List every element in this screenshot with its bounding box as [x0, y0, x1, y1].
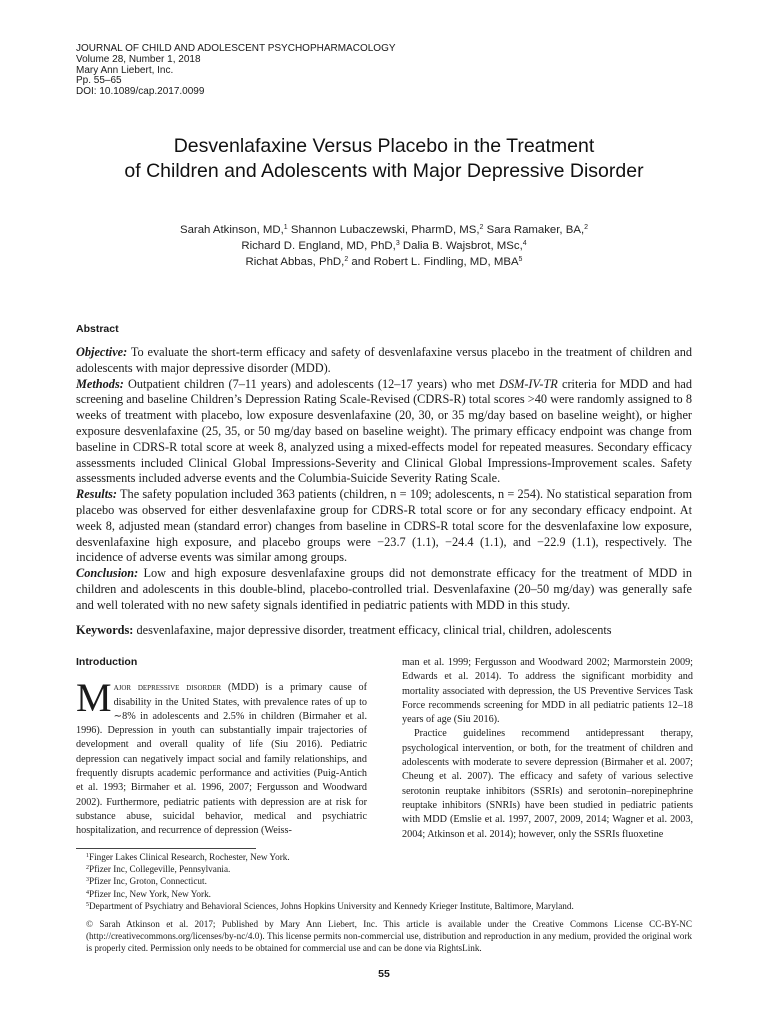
abstract-heading: Abstract — [76, 323, 119, 335]
author-name: Richat Abbas, PhD, — [245, 256, 345, 268]
drop-cap: M — [76, 675, 112, 721]
objective-label: Objective: — [76, 345, 128, 359]
article-title — [40, 134, 728, 184]
results-text: The safety population included 363 patients (children, n = 109; adolescents, n = 254). No statistical separation from placebo was observed for either desvenlafaxine group for CDRS-R total score or for any secondary efficacy endpoint. At week 8, adjusted mean (standard error) changes from baseline in CDRS-R total score for the desvenlafaxine low exposure, desvenlafaxine high exposure, and placebo groups were −23.7 (1.1), −24.4 (1.1), and −22.9 (1.1), respectively. The incidence of adverse events was similar among groups. — [76, 487, 693, 565]
title-line-2: of Children and Adolescents with Major Depressive Disorder — [124, 160, 644, 182]
abstract-methods — [76, 377, 692, 488]
footnote — [86, 863, 692, 875]
footnotes — [86, 851, 692, 912]
methods-label: Methods: — [76, 376, 124, 391]
conclusion-text: Low and high exposure desvenlafaxine groups did not demonstrate efficacy for the treatment of MDD in children and adolescents in this double-blind, placebo-controlled trial. Desvenlafaxine (20–50 mg/day) was generally safe and well tolerated with no new safety signals identified in pediatric patients with MDD in this study. — [76, 566, 692, 612]
footnote-divider — [76, 848, 256, 849]
author-affiliation: 1 — [283, 224, 288, 231]
author-name: Dalia B. Wajsbrot, MSc, — [402, 240, 523, 252]
intro-right-column — [402, 656, 693, 842]
author-line-1 — [40, 222, 728, 238]
intro-left-text: (MDD) is a primary cause of disability in the United States, with prevalence rates of up to ∼8% in adolescents and 2.5% in children (Birmaher et al. 1996). Depression in youth can substantially impair trajectories of development and overall quality of life (Siu 2016). Pediatric depression can negatively impact social and family relationships, and frequently disrupts academic performance and activities (Puig-Antich et al. 1993; Birmaher et al. 1996, 2007; Fergusson and Woodward 2002). Furthermore, pediatric patients with depression are at risk for substance abuse, suicidal behavior, medical and psychiatric hospitalization, and recurrence of depression (Weiss- — [76, 682, 368, 837]
author-affiliation: 3 — [395, 240, 400, 247]
title-line-1: Desvenlafaxine Versus Placebo in the Treatment — [173, 135, 595, 157]
footnote-text: Finger Lakes Clinical Research, Rochester, New York. — [89, 852, 290, 862]
intro-left-column — [76, 655, 367, 839]
intro-paragraph-1 — [76, 675, 368, 838]
methods-text-a: Outpatient children (7–11 years) and adolescents (12–17 years) who met — [128, 376, 495, 391]
journal-pages: Pp. 55–65 — [76, 75, 122, 87]
abstract-conclusion — [76, 566, 692, 613]
abstract-results — [76, 487, 692, 566]
keywords-text: desvenlafaxine, major depressive disorder, treatment efficacy, clinical trial, children, adolescents — [136, 623, 612, 637]
author-line-2 — [40, 238, 728, 254]
conclusion-label: Conclusion: — [76, 566, 139, 581]
introduction-heading: Introduction — [76, 656, 138, 668]
author-name: Shannon Lubaczewski, PharmD, MS, — [290, 224, 480, 236]
author-affiliation: 5 — [518, 256, 523, 263]
footnote-number: 5 — [86, 901, 89, 908]
footnote-number: 3 — [86, 877, 89, 884]
objective-text: To evaluate the short-term efficacy and safety of desvenlafaxine versus placebo in the treatment of children and adolescents with major depressive disorder (MDD). — [76, 345, 692, 375]
abstract-body — [76, 345, 692, 614]
journal-publisher: Mary Ann Liebert, Inc. — [76, 64, 174, 76]
author-name: and Robert L. Findling, MD, MBA — [351, 256, 519, 268]
journal-doi: DOI: 10.1089/cap.2017.0099 — [76, 86, 205, 98]
journal-header — [76, 44, 396, 98]
author-affiliation: 2 — [584, 224, 589, 231]
author-name: Sara Ramaker, BA, — [486, 224, 585, 236]
author-list — [40, 222, 728, 270]
intro-right-paragraph-2: Practice guidelines recommend antidepressant therapy, psychological intervention, or both, for the treatment of children and adolescents with moderate to severe depression (Birmaher et al. 2007; Cheung et al. 2007). The efficacy and safety of various selective serotonin reuptake inhibitors (SSRIs) and serotonin–norepinephrine reuptake inhibitors (SNRIs) have been studied in pediatric patients with MDD (Emslie et al. 1997, 2007, 2009, 2014; Wagner et al. 2003, 2004; Atkinson et al. 2014); however, only the SSRIs fluoxetine — [402, 728, 693, 840]
author-affiliation: 2 — [479, 224, 484, 231]
methods-dsm: DSM-IV-TR — [499, 376, 558, 391]
author-line-3 — [40, 254, 728, 270]
page-number: 55 — [378, 968, 390, 980]
footnote-text: Pfizer Inc, New York, New York. — [89, 888, 211, 899]
footnote — [86, 875, 692, 887]
footnote-number: 2 — [86, 865, 89, 872]
methods-text-b: criteria for MDD and had screening and baseline Children’s Depression Rating Scale-Revised (CDRS-R) total scores >40 were randomly assigned to 8 weeks of treatment with placebo, low exposure desvenlafaxine (20, 30, or 35 mg/day based on baseline weight), or higher exposure desvenlafaxine (25, 35, or 50 mg/day based on baseline weight). The primary efficacy endpoint was change from baseline in CDRS-R total score at week 8, analyzed using a mixed-effects model for repeated measures. Secondary efficacy assessments included Clinical Global Impressions-Severity and Clinical Global Impressions-Improvement scales. Safety assessments included adverse events and the Columbia-Suicide Severity Rating Scale. — [76, 376, 693, 486]
intro-right-paragraph-1: man et al. 1999; Fergusson and Woodward 2002; Marmorstein 2009; Edwards et al. 2014). To address the significant morbidity and mortality associated with depression, the US Preventive Services Task Force recommends screening for MDD in all pediatric patients 12–18 years of age (Siu 2016). — [402, 657, 693, 726]
author-affiliation: 2 — [344, 256, 349, 263]
author-name: Richard D. England, MD, PhD, — [241, 240, 396, 252]
footnote — [86, 851, 692, 863]
author-name: Sarah Atkinson, MD, — [179, 224, 284, 236]
results-label: Results: — [76, 487, 117, 502]
footnote-text: Pfizer Inc, Collegeville, Pennsylvania. — [89, 864, 231, 875]
intro-smallcaps: ajor depressive disorder — [113, 682, 222, 694]
journal-name: JOURNAL OF CHILD AND ADOLESCENT PSYCHOPHARMACOLOGY — [76, 43, 396, 54]
footnote-number: 1 — [86, 853, 89, 859]
footnote — [86, 900, 692, 912]
footnote-text: Department of Psychiatry and Behavioral Sciences, Johns Hopkins University and Kennedy Krieger Institute, Baltimore, Maryland. — [89, 900, 574, 911]
keywords — [76, 623, 692, 639]
license-notice: © Sarah Atkinson et al. 2017; Published by Mary Ann Liebert, Inc. This article is available under the Creative Commons License CC-BY-NC (http://creativecommons.org/licenses/by-nc/4.0). This license permits non-commercial use, distribution and reproduction in any medium, provided the original work is properly cited. Permission only needs to be obtained for commercial use and can be done via RightsLink. — [86, 919, 692, 954]
journal-volume: Volume 28, Number 1, 2018 — [76, 53, 201, 65]
keywords-label: Keywords: — [76, 623, 134, 637]
footnote-number: 4 — [86, 889, 89, 896]
abstract-objective — [76, 345, 692, 377]
footnote-text: Pfizer Inc, Groton, Connecticut. — [89, 876, 207, 887]
footnote — [86, 888, 692, 900]
author-affiliation: 4 — [522, 240, 527, 247]
